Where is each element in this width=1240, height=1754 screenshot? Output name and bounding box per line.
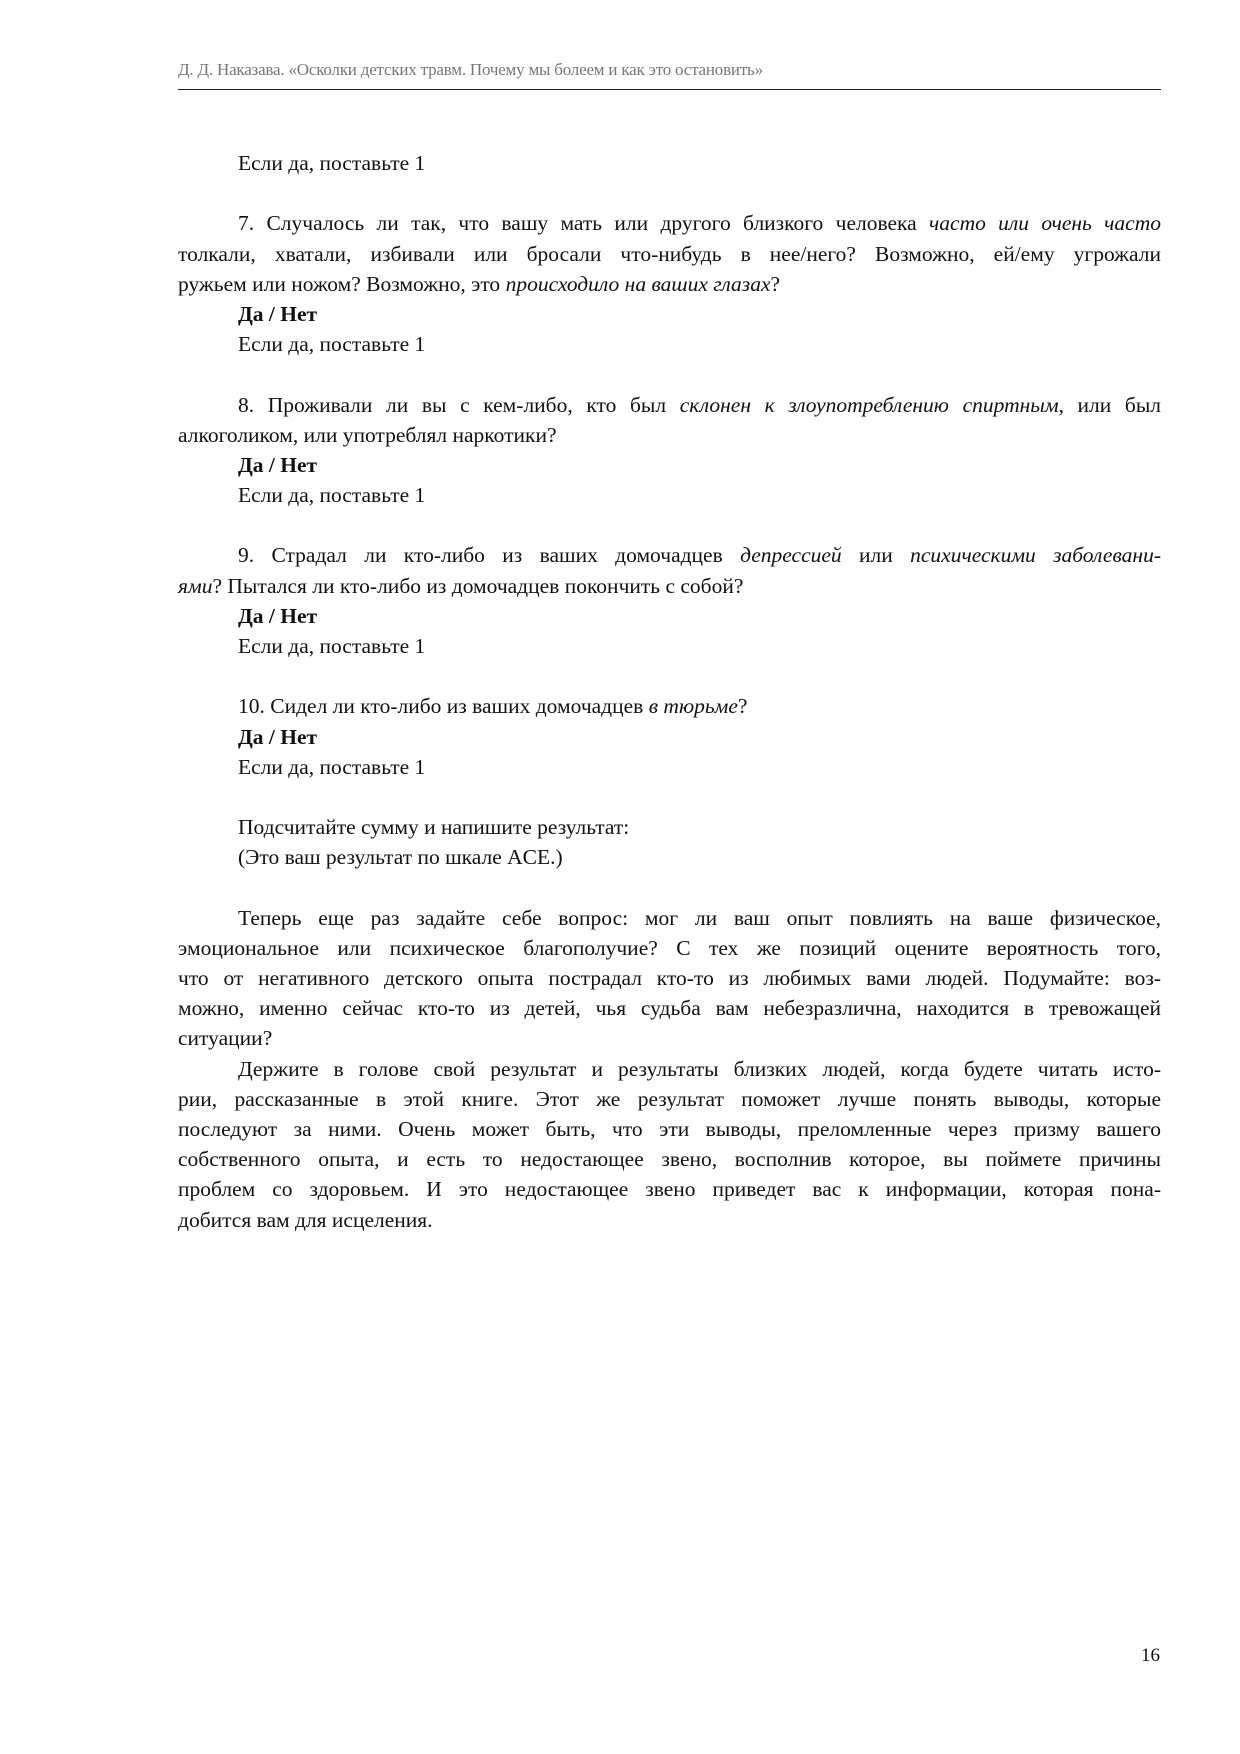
text-line <box>178 933 1161 963</box>
paragraph <box>178 148 1161 208</box>
paragraph <box>178 903 1161 1054</box>
paragraph <box>178 390 1161 450</box>
text-line <box>178 1174 1161 1204</box>
text-segment: добится вам для исцеления. <box>178 1207 433 1232</box>
text-line <box>178 722 1161 752</box>
text-line <box>178 903 1161 933</box>
text-segment: 9. Страдал ли кто-либо из ваших домочадцев <box>238 543 741 568</box>
text-line <box>178 1054 1161 1084</box>
paragraph <box>178 299 1161 390</box>
paragraph <box>178 208 1161 299</box>
paragraph <box>178 601 1161 692</box>
text-line <box>178 1205 1161 1235</box>
text-segment: ? <box>737 694 748 719</box>
blank-line <box>178 510 1161 540</box>
text-line <box>178 691 1161 721</box>
text-line <box>178 148 1161 178</box>
text-segment: Держите в голове свой результат и результаты близких людей, когда будете читать исто- <box>238 1056 1161 1081</box>
text-line <box>178 269 1161 299</box>
text-segment: рии, рассказанные в этой книге. Этот же результат поможет лучше понять выводы, которые <box>178 1086 1161 1111</box>
text-line <box>178 420 1161 450</box>
text-line <box>178 571 1161 601</box>
text-segment: собственного опыта, и есть то недостающее звено, восполнив которое, вы поймете причины <box>178 1147 1161 1172</box>
text-line <box>178 601 1161 631</box>
text-line <box>178 480 1161 510</box>
text-segment: последуют за ними. Очень может быть, что эти выводы, преломленные через призму вашего <box>178 1117 1161 1141</box>
text-line <box>178 631 1161 661</box>
answer-options: Да / Нет <box>238 301 318 326</box>
text-segment: Если да, поставьте 1 <box>238 151 426 175</box>
text-line <box>178 329 1161 359</box>
emphasis-text: ями <box>178 573 213 598</box>
blank-line <box>178 782 1161 812</box>
blank-line <box>178 873 1161 903</box>
answer-options: Да / Нет <box>238 724 318 749</box>
emphasis-text: часто или очень часто <box>929 211 1161 236</box>
text-segment: Если да, поставьте 1 <box>238 483 426 508</box>
text-line <box>178 842 1161 872</box>
text-segment: (Это ваш результат по шкале ACE.) <box>238 845 563 870</box>
text-segment: , или был <box>1058 392 1161 417</box>
header-rule <box>178 89 1161 90</box>
paragraph <box>178 540 1161 600</box>
paragraph <box>178 1054 1161 1235</box>
blank-line <box>178 359 1161 389</box>
emphasis-text: депрессией <box>740 543 842 568</box>
answer-options: Да / Нет <box>238 452 318 477</box>
text-segment: эмоциональное или психическое благополучие? С тех же позиций оцените вероятность того, <box>178 935 1161 960</box>
text-segment: 8. Проживали ли вы с кем-либо, кто был <box>238 392 680 417</box>
emphasis-text: склонен к злоупотреблению спиртным <box>679 392 1059 417</box>
text-line <box>178 450 1161 480</box>
text-line <box>178 993 1161 1023</box>
text-line <box>178 1023 1161 1053</box>
emphasis-text: психическими заболевани- <box>910 543 1161 568</box>
text-segment: толкали, хватали, избивали или бросали что-нибудь в нее/него? Возможно, ей/ему угрожали <box>178 241 1161 266</box>
text-line <box>178 540 1161 570</box>
page-number: 16 <box>1141 1645 1160 1666</box>
text-segment: Если да, поставьте 1 <box>238 634 426 658</box>
text-line <box>178 1144 1161 1174</box>
text-segment: ? <box>770 271 781 296</box>
text-line <box>178 299 1161 329</box>
text-line <box>178 208 1161 238</box>
paragraph <box>178 450 1161 541</box>
page-body <box>178 148 1161 1235</box>
text-segment: можно, именно сейчас кто-то из детей, чья судьба вам небезразлична, находится в тревожащей <box>178 996 1161 1021</box>
text-segment: ? Пытался ли кто-либо из домочадцев покончить с собой? <box>212 573 744 598</box>
text-line <box>178 1114 1161 1144</box>
text-line <box>178 239 1161 269</box>
text-segment: ружьем или ножом? Возможно, это <box>178 271 506 296</box>
emphasis-text: в тюрьме <box>648 694 738 719</box>
text-segment: или <box>841 543 911 568</box>
text-line <box>178 812 1161 842</box>
text-line <box>178 963 1161 993</box>
text-segment: Подсчитайте сумму и напишите результат: <box>238 815 630 840</box>
text-line <box>178 1084 1161 1114</box>
answer-options: Да / Нет <box>238 603 318 628</box>
text-segment: ситуации? <box>178 1026 273 1051</box>
blank-line <box>178 178 1161 208</box>
paragraph <box>178 812 1161 903</box>
text-segment: проблем со здоровьем. И это недостающее звено приведет вас к информации, которая пона- <box>178 1177 1161 1202</box>
text-line <box>178 390 1161 420</box>
blank-line <box>178 661 1161 691</box>
text-segment: Если да, поставьте 1 <box>238 754 426 779</box>
text-segment: Теперь еще раз задайте себе вопрос: мог ли ваш опыт повлиять на ваше физическое, <box>238 905 1161 930</box>
text-segment: 7. Случалось ли так, что вашу мать или другого близкого человека <box>238 211 930 236</box>
emphasis-text: происходило на ваших глазах <box>505 271 771 296</box>
text-line <box>178 752 1161 782</box>
text-segment: 10. Сидел ли кто-либо из ваших домочадцев <box>238 694 649 719</box>
text-segment: Если да, поставьте 1 <box>238 332 426 357</box>
paragraph <box>178 691 1161 812</box>
text-segment: что от негативного детского опыта пострадал кто-то из любимых вами людей. Подумайте: воз- <box>178 966 1161 991</box>
running-header: Д. Д. Наказава. «Осколки детских травм. Почему мы болеем и как это остановить» <box>178 60 763 79</box>
text-segment: алкоголиком, или употреблял наркотики? <box>178 422 557 447</box>
